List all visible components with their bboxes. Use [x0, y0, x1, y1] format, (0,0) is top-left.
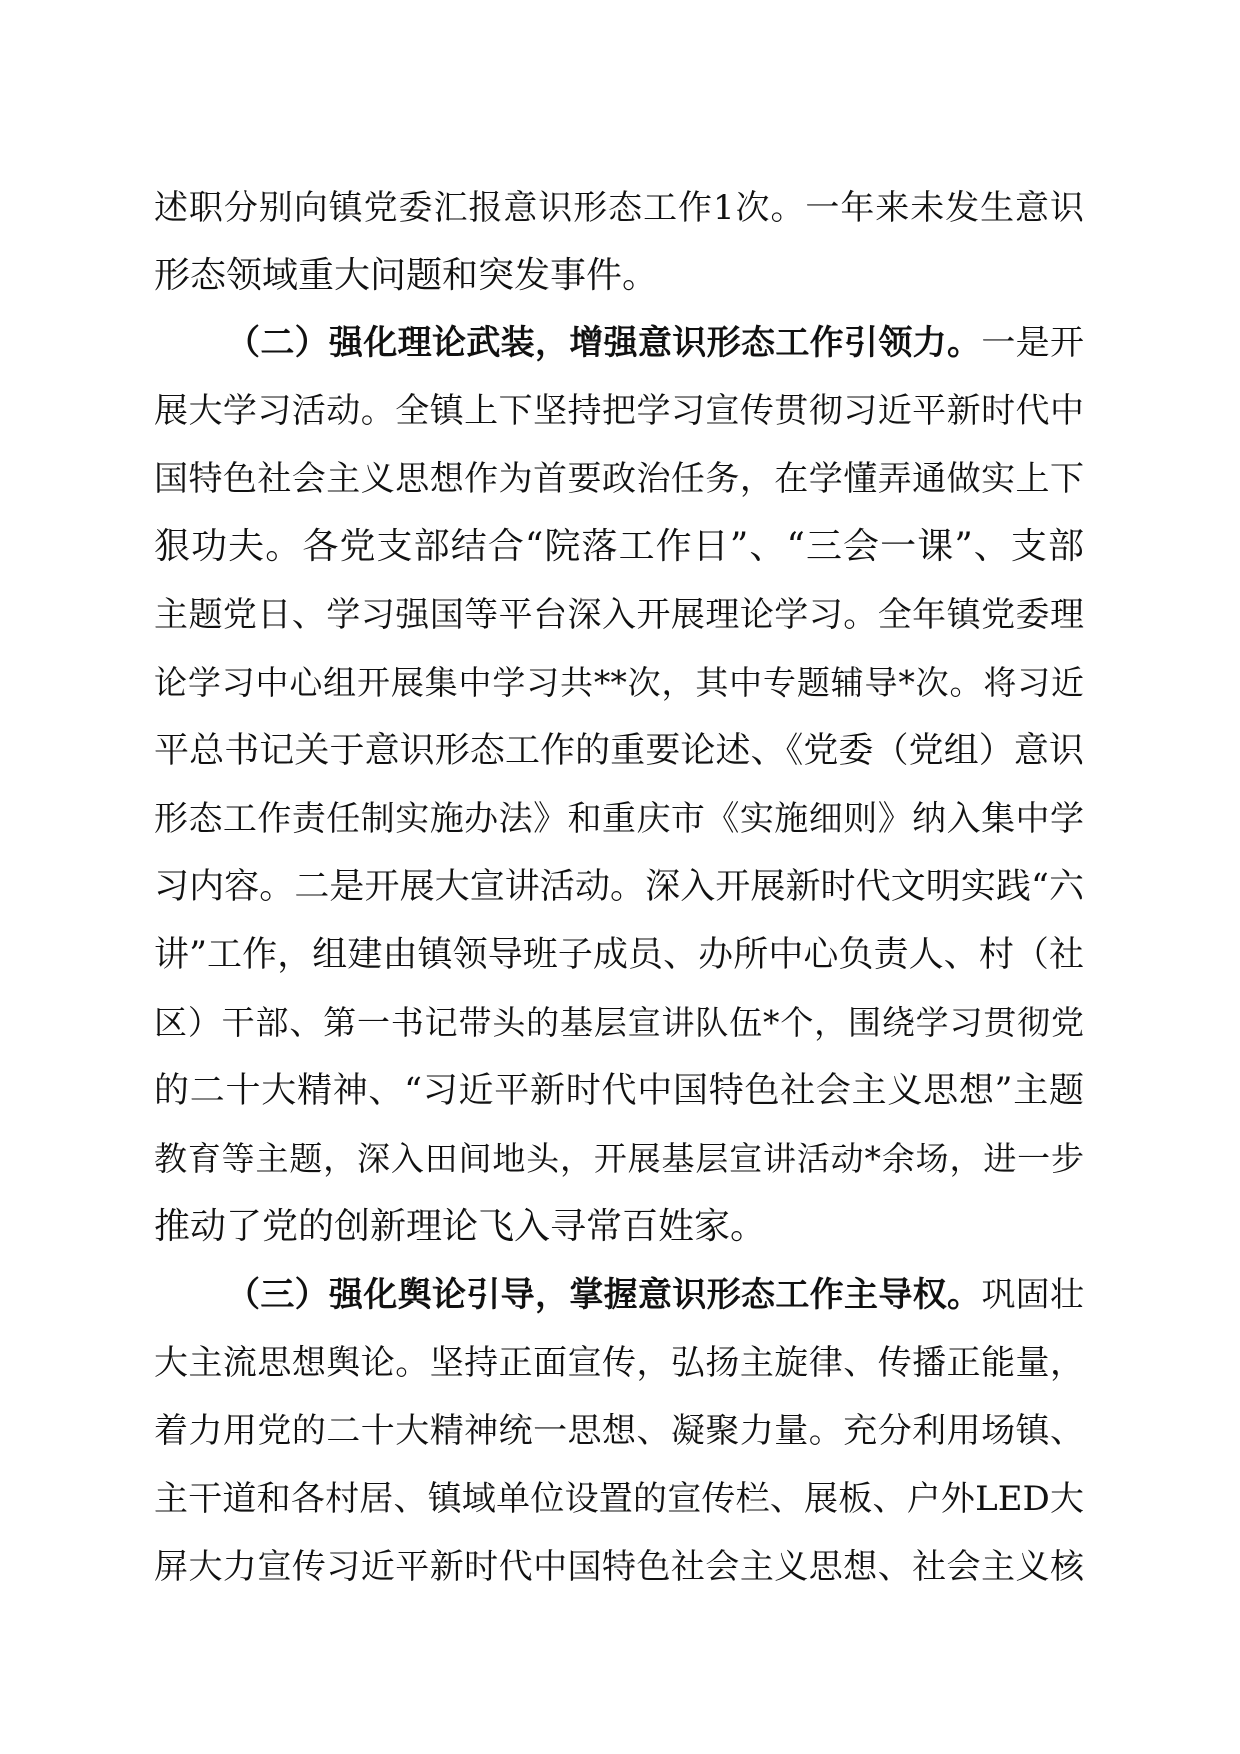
body-line: 屏大力宣传习近平新时代中国特色社会主义思想、社会主义核 [154, 1547, 1084, 1587]
body-line: 教育等主题，深入田间地头，开展基层宣讲活动*余场，进一步 [154, 1139, 1084, 1178]
body-line: 平总书记关于意识形态工作的重要论述、《党委（党组）意识 [154, 731, 1084, 771]
body-line: 大主流思想舆论。坚持正面宣传，弘扬主旋律、传播正能量， [154, 1343, 1084, 1383]
body-line: 论学习中心组开展集中学习共**次，其中专题辅导*次。将习近 [154, 663, 1084, 702]
body-line: 形态领域重大问题和突发事件。 [154, 255, 659, 296]
body-line: 述职分别向镇党委汇报意识形态工作1次。一年来未发生意识 [154, 188, 1084, 228]
body-line: 主题党日、学习强国等平台深入开展理论学习。全年镇党委理 [154, 595, 1084, 635]
body-line: 主干道和各村居、镇域单位设置的宣传栏、展板、户外LED大 [154, 1479, 1084, 1519]
body-line: 国特色社会主义思想作为首要政治任务，在学懂弄通做实上下 [154, 459, 1084, 499]
section-3-first-line [226, 1263, 1084, 1327]
body-line: 习内容。二是开展大宣讲活动。深入开展新时代文明实践“六 [154, 867, 1084, 907]
body-line: 讲”工作，组建由镇领导班子成员、办所中心负责人、村（社 [154, 935, 1084, 975]
body-line: 着力用党的二十大精神统一思想、凝聚力量。充分利用场镇、 [154, 1411, 1084, 1451]
section-2-heading: （二）强化理论武装，增强意识形态工作引领力。 [226, 323, 982, 363]
section-3-first-line-rest: 巩固壮 [981, 1275, 1085, 1315]
body-line: 狠功夫。各党支部结合“院落工作日”、“三会一课”、支部 [154, 526, 1084, 567]
body-line: 推动了党的创新理论飞入寻常百姓家。 [154, 1206, 767, 1247]
section-2-first-line-rest: 一是开 [981, 323, 1085, 363]
body-line: 展大学习活动。全镇上下坚持把学习宣传贯彻习近平新时代中 [154, 391, 1084, 431]
body-line: 的二十大精神、“习近平新时代中国特色社会主义思想”主题 [154, 1071, 1084, 1111]
section-2-first-line [226, 311, 1084, 375]
body-line: 形态工作责任制实施办法》和重庆市《实施细则》纳入集中学 [154, 799, 1084, 839]
section-3-heading: （三）强化舆论引导，掌握意识形态工作主导权。 [226, 1275, 982, 1315]
body-line: 区）干部、第一书记带头的基层宣讲队伍*个，围绕学习贯彻党 [154, 1003, 1084, 1042]
